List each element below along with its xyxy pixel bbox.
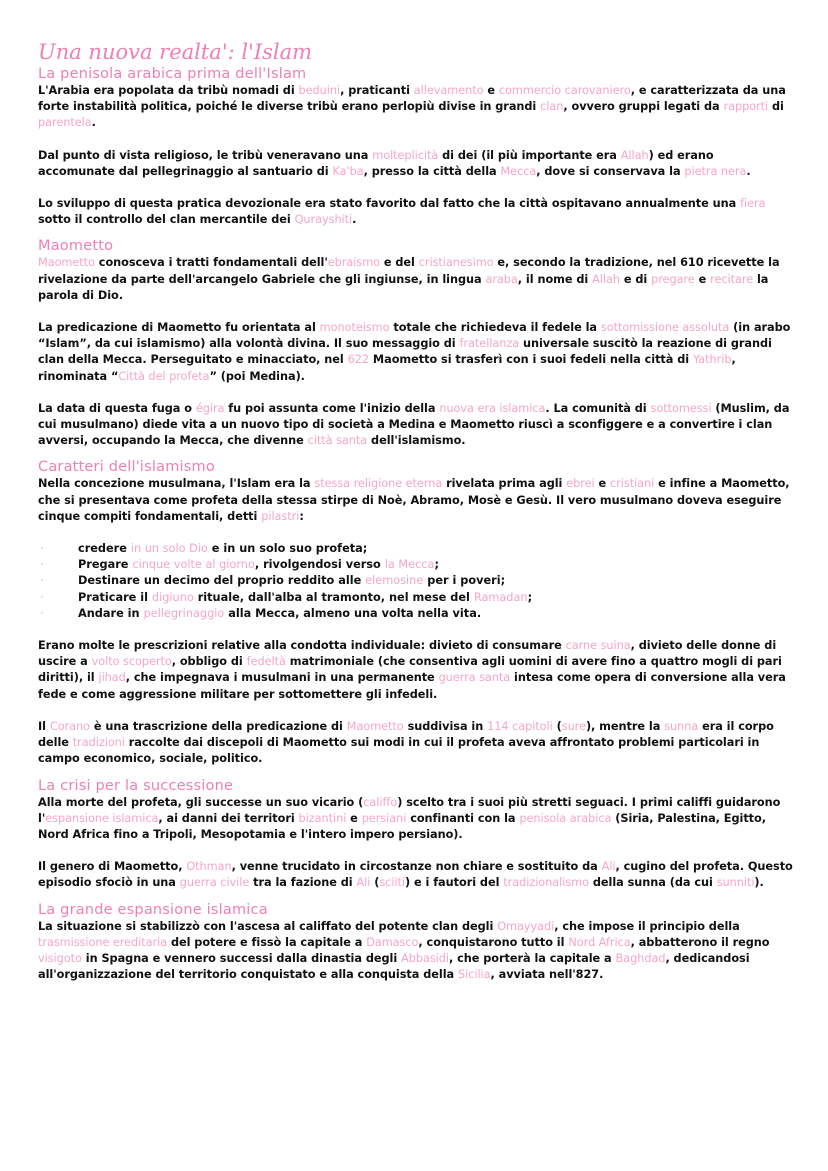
highlighted-term: califfo bbox=[363, 795, 398, 809]
spacer bbox=[38, 768, 794, 778]
highlighted-term: sure bbox=[561, 719, 586, 733]
text-run: alla Mecca, almeno una volta nella vita. bbox=[224, 606, 482, 620]
spacer bbox=[38, 703, 794, 719]
paragraph bbox=[38, 320, 794, 385]
highlighted-term: ebrei bbox=[566, 477, 595, 491]
highlighted-term: città santa bbox=[307, 434, 368, 448]
text-run: , dove si conservava la bbox=[536, 164, 685, 178]
highlighted-term: bizantini bbox=[298, 811, 347, 825]
text-run: per i poveri; bbox=[423, 574, 506, 588]
highlighted-term: ebraismo bbox=[327, 256, 381, 270]
text-run: dell'islamismo. bbox=[367, 434, 466, 448]
highlighted-term: Maometto bbox=[38, 256, 95, 270]
list-item bbox=[38, 590, 794, 606]
highlighted-term: fiera bbox=[740, 197, 766, 211]
paragraph bbox=[38, 255, 794, 304]
text-run: è una trascrizione della predicazione di bbox=[90, 719, 347, 733]
text-run: , abbatterono il regno bbox=[630, 935, 770, 949]
text-run: e bbox=[594, 477, 611, 491]
highlighted-term: araba bbox=[485, 272, 518, 286]
text-run: ( bbox=[552, 719, 562, 733]
text-run: , rivolgendosi verso bbox=[254, 558, 385, 572]
highlighted-term: guerra civile bbox=[179, 876, 250, 890]
text-run: Nella concezione musulmana, l'Islam era la bbox=[38, 477, 315, 491]
text-run: , ovvero gruppi legati da bbox=[563, 100, 724, 114]
highlighted-term: égira bbox=[195, 401, 225, 415]
text-run: rivelata prima agli bbox=[442, 477, 567, 491]
text-run: , e caratterizzata da una forte instabilità politica, poiché le diverse tribù erano perlopiù divise in grandi bbox=[38, 84, 786, 114]
text-run: , praticanti bbox=[340, 84, 414, 97]
highlighted-term: allevamento bbox=[413, 84, 484, 97]
text-run: , conquistarono tutto il bbox=[418, 935, 569, 949]
highlighted-term: tradizioni bbox=[72, 736, 125, 750]
text-run: e bbox=[346, 811, 362, 825]
text-run: , ai danni dei territori bbox=[158, 811, 299, 825]
text-run: e bbox=[483, 84, 499, 97]
list-item bbox=[38, 557, 794, 573]
highlighted-term: recitare bbox=[710, 272, 754, 286]
text-run: , il nome di bbox=[517, 272, 593, 286]
highlighted-term: Ali bbox=[601, 860, 616, 874]
highlighted-term: penisola arabica bbox=[519, 811, 612, 825]
text-run: , venne trucidato in circostanze non chiare e sostituito da bbox=[231, 860, 602, 874]
highlighted-term: stessa religione eterna bbox=[314, 477, 443, 491]
text-run: Il bbox=[38, 719, 50, 733]
spacer bbox=[38, 843, 794, 859]
highlighted-term: Allah bbox=[592, 272, 620, 286]
text-run: , avviata nell'827. bbox=[490, 968, 604, 982]
document-page bbox=[38, 40, 794, 983]
highlighted-term: Ka'ba bbox=[332, 164, 364, 178]
pillars-list bbox=[38, 541, 794, 622]
text-run: suddivisa in bbox=[403, 719, 488, 733]
text-run: conosceva i tratti fondamentali dell' bbox=[94, 256, 328, 270]
text-run: . bbox=[91, 116, 96, 130]
spacer bbox=[38, 180, 794, 196]
highlighted-term: pregare bbox=[651, 272, 695, 286]
highlighted-term: sottomissione assoluta bbox=[600, 321, 730, 335]
text-run: Lo sviluppo di questa pratica devozionale era stato favorito dal fatto che la città ospitavano annualmente una bbox=[38, 197, 741, 211]
page-title: Una nuova realta': l'Islam bbox=[38, 40, 313, 64]
highlighted-term: digiuno bbox=[151, 590, 194, 604]
text-run: credere bbox=[78, 542, 131, 556]
highlighted-term: Qurayshiti bbox=[294, 213, 353, 227]
paragraph bbox=[38, 795, 794, 844]
text-run: , dedicandosi all'organizzazione del territorio conquistato e alla conquista della bbox=[38, 951, 750, 982]
highlighted-term: beduini bbox=[298, 84, 341, 97]
bullet-icon: · bbox=[40, 590, 44, 604]
text-run: ) scelto tra i suoi più stretti seguaci. I primi califfi guidarono l' bbox=[38, 795, 781, 825]
text-run: , cugino del profeta. Questo episodio sfociò in una bbox=[38, 860, 793, 890]
text-run: e del bbox=[380, 256, 419, 270]
highlighted-term: pellegrinaggio bbox=[143, 606, 225, 620]
text-run: Praticare il bbox=[78, 590, 152, 604]
highlighted-term: monoteismo bbox=[319, 321, 390, 335]
text-run: (in arabo “Islam”, da cui islamismo) alla volontà divina. Il suo messaggio di bbox=[38, 321, 791, 351]
highlighted-term: sunniti bbox=[716, 876, 755, 890]
text-run: totale che richiedeva il fedele la bbox=[389, 321, 601, 335]
text-run: sotto il controllo del clan mercantile dei bbox=[38, 213, 295, 227]
highlighted-term: Abbasidi bbox=[401, 951, 449, 965]
text-run: e bbox=[694, 272, 711, 286]
section-heading: La penisola arabica prima dell'Islam bbox=[38, 66, 307, 82]
text-run: e in un solo suo profeta; bbox=[207, 542, 368, 556]
text-run: , che impegnava i musulmani in una permanente bbox=[125, 671, 439, 685]
text-run: (Siria, Palestina, Egitto, Nord Africa fino a Tripoli, Mesopotamia e l'intero impero persiano). bbox=[38, 811, 766, 841]
text-run: , presso la città della bbox=[363, 164, 501, 178]
highlighted-term: trasmissione ereditaria bbox=[38, 935, 168, 949]
text-run: (Muslim, da cui musulmano) diede vita a un nuovo tipo di società a Medina e Maometto riuscì a sconfiggere e a convertire i clan avversi, occupando la Mecca, che divenne bbox=[38, 401, 790, 448]
paragraph bbox=[38, 919, 794, 984]
text-run: ” (poi Medina). bbox=[209, 369, 305, 383]
text-run: fu poi assunta come l'inizio della bbox=[224, 401, 440, 415]
text-run: raccolte dai discepoli di Maometto sui modi in cui il profeta aveva affrontato problemi particolari in campo economico, sociale, politico. bbox=[38, 736, 760, 766]
paragraph bbox=[38, 401, 794, 450]
highlighted-term: pilastri bbox=[261, 509, 300, 523]
text-run: era il corpo delle bbox=[38, 719, 774, 750]
highlighted-term: 622 bbox=[347, 353, 370, 367]
highlighted-term: Mecca bbox=[500, 164, 537, 178]
spacer bbox=[38, 449, 794, 459]
highlighted-term: molteplicità bbox=[372, 148, 439, 162]
highlighted-term: in un solo Dio bbox=[130, 542, 208, 556]
text-run: ; bbox=[527, 590, 533, 604]
text-run: Dal punto di vista religioso, le tribù veneravano una bbox=[38, 148, 373, 162]
spacer bbox=[38, 892, 794, 902]
text-run: ), mentre la bbox=[585, 719, 665, 733]
highlighted-term: guerra santa bbox=[438, 671, 511, 685]
list-item bbox=[38, 541, 794, 557]
highlighted-term: fratellanza bbox=[459, 337, 520, 351]
highlighted-term: tradizionalismo bbox=[503, 876, 589, 890]
text-run: Erano molte le prescrizioni relative alla condotta individuale: divieto di consumare bbox=[38, 639, 566, 653]
text-run: : bbox=[299, 509, 304, 523]
highlighted-term: la Mecca bbox=[384, 558, 435, 572]
section-heading: Caratteri dell'islamismo bbox=[38, 459, 215, 476]
document-content bbox=[38, 66, 794, 983]
highlighted-term: commercio carovaniero bbox=[498, 84, 631, 97]
highlighted-term: Ali bbox=[356, 876, 371, 890]
text-run: Pregare bbox=[78, 558, 133, 572]
highlighted-term: cristianesimo bbox=[418, 256, 494, 270]
spacer bbox=[38, 132, 794, 148]
text-run: ) ed erano accomunate dal pellegrinaggio al santuario di bbox=[38, 148, 714, 178]
text-run: Andare in bbox=[78, 606, 144, 620]
bullet-icon: · bbox=[40, 606, 44, 620]
highlighted-term: Baghdad bbox=[615, 951, 666, 965]
text-run: Destinare un decimo del proprio reddito alle bbox=[78, 574, 366, 588]
highlighted-term: Città del profeta bbox=[118, 369, 210, 383]
text-run: matrimoniale (che consentiva agli uomini di avere fino a quattro mogli di pari diritti), il bbox=[38, 655, 782, 685]
list-item bbox=[38, 573, 794, 589]
text-run: La data di questa fuga o bbox=[38, 401, 196, 415]
text-run: . La comunità di bbox=[545, 401, 651, 415]
paragraph bbox=[38, 196, 794, 228]
text-run: del potere e fissò la capitale a bbox=[167, 935, 367, 949]
text-run: di bbox=[768, 100, 784, 114]
highlighted-term: sunna bbox=[664, 719, 699, 733]
list-item bbox=[38, 606, 794, 622]
text-run: in Spagna e vennero successi dalla dinastia degli bbox=[81, 951, 402, 965]
text-run: e, secondo la tradizione, nel 610 ricevette la rivelazione da parte dell'arcangelo Gabriele che gli ingiunse, in lingua bbox=[38, 256, 780, 286]
highlighted-term: Damasco bbox=[366, 935, 419, 949]
spacer bbox=[38, 385, 794, 401]
highlighted-term: jihad bbox=[98, 671, 126, 685]
highlighted-term: Maometto bbox=[346, 719, 404, 733]
highlighted-term: pietra nera bbox=[684, 164, 747, 178]
bullet-icon: · bbox=[40, 558, 44, 572]
highlighted-term: elemosine bbox=[365, 574, 424, 588]
paragraph bbox=[38, 83, 794, 132]
highlighted-term: Corano bbox=[49, 719, 90, 733]
text-run: e infine a Maometto, che si presentava come profeta della stessa stirpe di Noè, Abramo, Mosè e Gesù. Il vero musulmano doveva eseguire cinque compiti fondamentali, detti bbox=[38, 477, 790, 523]
text-run: ) e i fautori del bbox=[405, 876, 504, 890]
highlighted-term: parentela bbox=[38, 116, 92, 130]
text-run: L'Arabia era popolata da tribù nomadi di bbox=[38, 84, 299, 97]
bullet-icon: · bbox=[40, 574, 44, 588]
text-run: tra la fazione di bbox=[249, 876, 357, 890]
highlighted-term: fedeltà bbox=[246, 655, 286, 669]
text-run: la parola di Dio. bbox=[38, 272, 769, 302]
text-run: ( bbox=[370, 876, 380, 890]
paragraph bbox=[38, 719, 794, 768]
highlighted-term: volto scoperto bbox=[91, 655, 172, 669]
text-run: ). bbox=[754, 876, 764, 890]
spacer bbox=[38, 228, 794, 238]
text-run: , divieto delle donne di uscire a bbox=[38, 639, 777, 669]
highlighted-term: Allah bbox=[620, 148, 649, 162]
highlighted-term: rapporti bbox=[723, 100, 769, 114]
text-run: confinanti con la bbox=[406, 811, 520, 825]
highlighted-term: Nord Africa bbox=[568, 935, 631, 949]
paragraph bbox=[38, 148, 794, 180]
highlighted-term: espansione islamica bbox=[45, 811, 159, 825]
highlighted-term: Sicilia bbox=[457, 968, 491, 982]
highlighted-term: Othman bbox=[186, 860, 232, 874]
section-heading: Maometto bbox=[38, 238, 114, 255]
section-heading: La crisi per la successione bbox=[38, 777, 234, 794]
text-run: Maometto si trasferì con i suoi fedeli nella città di bbox=[369, 353, 693, 367]
highlighted-term: clan bbox=[540, 100, 564, 114]
text-run: , rinominata “ bbox=[38, 353, 736, 383]
highlighted-term: 114 capitoli bbox=[487, 719, 553, 733]
spacer bbox=[38, 525, 794, 541]
section-heading: La grande espansione islamica bbox=[38, 901, 268, 918]
highlighted-term: Yathrib bbox=[692, 353, 732, 367]
text-run: Il genero di Maometto, bbox=[38, 860, 187, 874]
text-run: , che impose il principio della bbox=[554, 919, 740, 933]
text-run: di dei (il più importante era bbox=[438, 148, 621, 162]
highlighted-term: carne suina bbox=[565, 639, 631, 653]
paragraph bbox=[38, 638, 794, 703]
text-run: universale suscitò la reazione di grandi clan della Mecca. Perseguitato e minacciato, nel bbox=[38, 337, 772, 367]
highlighted-term: cristiani bbox=[610, 477, 655, 491]
text-run: , che porterà la capitale a bbox=[448, 951, 616, 965]
text-run: ; bbox=[434, 558, 439, 572]
highlighted-term: Omayyadi bbox=[497, 919, 555, 933]
spacer bbox=[38, 304, 794, 320]
bullet-icon: · bbox=[40, 542, 44, 556]
text-run: , obbligo di bbox=[171, 655, 247, 669]
highlighted-term: persiani bbox=[361, 811, 407, 825]
highlighted-term: sciiti bbox=[379, 876, 405, 890]
text-run: La predicazione di Maometto fu orientata al bbox=[38, 321, 320, 335]
text-run: della sunna (da cui bbox=[588, 876, 717, 890]
text-run: . bbox=[746, 164, 751, 178]
highlighted-term: sottomessi bbox=[650, 401, 712, 415]
text-run: . bbox=[352, 213, 357, 227]
paragraph bbox=[38, 859, 794, 891]
highlighted-term: visigoto bbox=[38, 951, 82, 965]
paragraph bbox=[38, 476, 794, 525]
highlighted-term: cinque volte al giorno bbox=[132, 558, 255, 572]
text-run: intesa come opera di conversione alla vera fede e come aggressione militare per sottomettere gli infedeli. bbox=[38, 671, 786, 701]
spacer bbox=[38, 622, 794, 638]
highlighted-term: nuova era islamica bbox=[439, 401, 546, 415]
text-run: Alla morte del profeta, gli successe un suo vicario ( bbox=[38, 795, 364, 809]
text-run: e di bbox=[619, 272, 652, 286]
text-run: rituale, dall'alba al tramonto, nel mese del bbox=[193, 590, 474, 604]
highlighted-term: Ramadan bbox=[473, 590, 528, 604]
text-run: La situazione si stabilizzò con l'ascesa al califfato del potente clan degli bbox=[38, 919, 498, 933]
